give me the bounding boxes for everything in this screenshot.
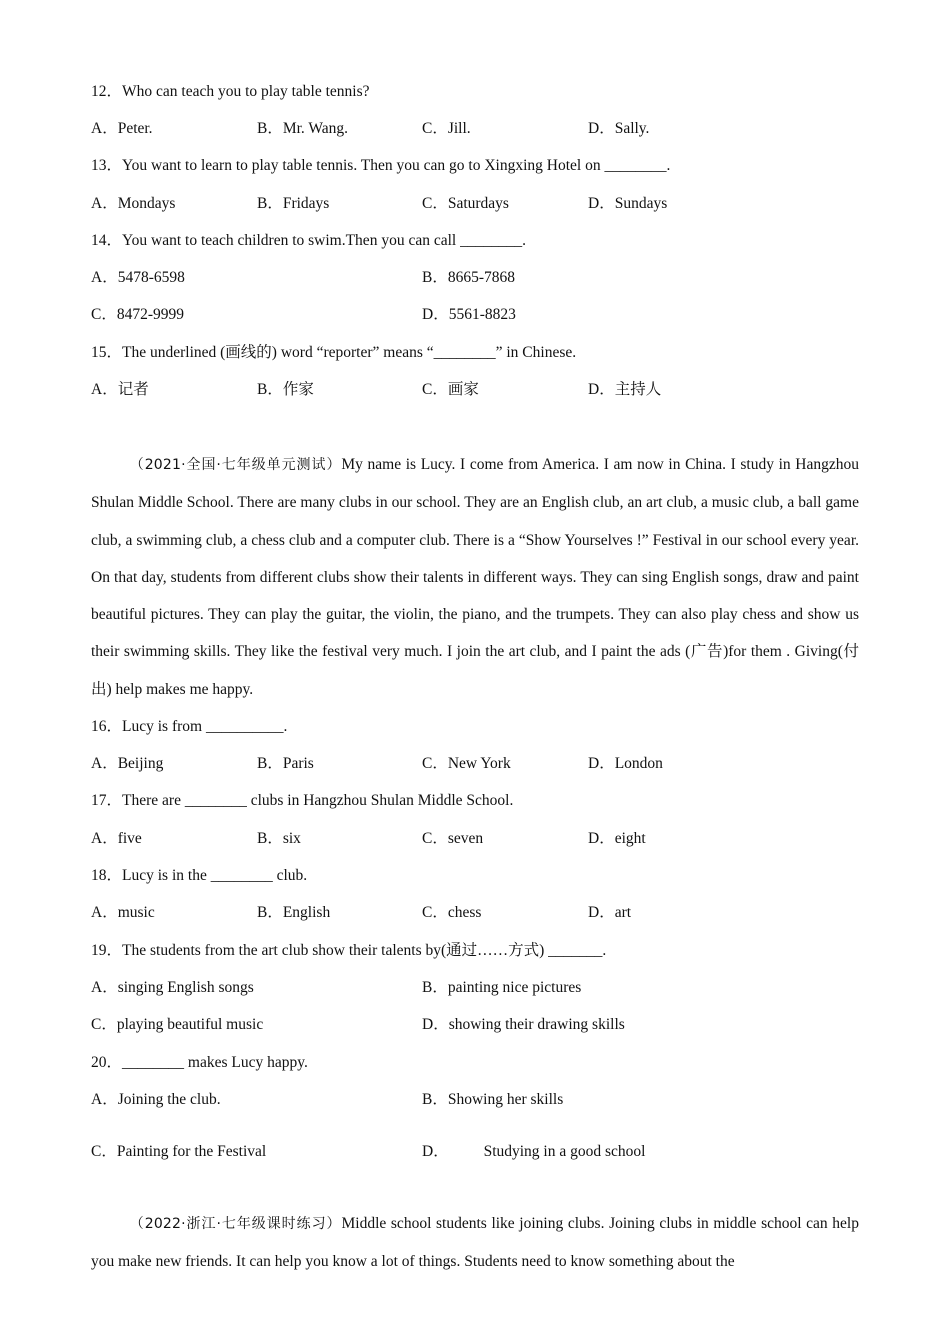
question-number: 14． (91, 232, 123, 249)
option-a[interactable]: A．Beijing (91, 755, 164, 772)
option-d[interactable]: D． Studying in a good school (422, 1143, 646, 1160)
question-number: 15． (91, 344, 123, 361)
option-c[interactable]: C．New York (422, 755, 511, 772)
option-c[interactable]: C．Saturdays (422, 195, 509, 212)
question-number: 19． (91, 942, 123, 959)
option-d[interactable]: D．showing their drawing skills (422, 1016, 625, 1033)
question-20 (91, 1053, 308, 1073)
question-16-options (91, 754, 871, 774)
passage-text: Middle school students like joining clubs. Joining clubs in middle school can help you make new friends. It can help you know a lot of things. Students need to know something about the (91, 1215, 859, 1271)
question-16 (91, 717, 287, 737)
reading-passage-3 (91, 1205, 859, 1281)
option-a[interactable]: A．5478-6598 (91, 269, 185, 286)
option-b[interactable]: B．Paris (257, 755, 314, 772)
question-number: 17． (91, 792, 123, 809)
question-20-options-row1 (91, 1090, 871, 1110)
option-d[interactable]: D．Sally. (588, 120, 650, 137)
question-13 (91, 156, 670, 176)
question-number: 13． (91, 157, 123, 174)
option-d[interactable]: D．Sundays (588, 195, 668, 212)
option-b[interactable]: B．English (257, 904, 331, 921)
option-b[interactable]: B．Mr. Wang. (257, 120, 349, 137)
option-a[interactable]: A．Peter. (91, 120, 153, 137)
option-c[interactable]: C．8472-9999 (91, 306, 185, 323)
question-19 (91, 941, 606, 961)
question-number: 20． (91, 1054, 123, 1071)
question-stem: Who can teach you to play table tennis? (122, 83, 370, 100)
option-a[interactable]: A．five (91, 830, 142, 847)
question-17 (91, 791, 513, 811)
passage-text: My name is Lucy. I come from America. I am now in China. I study in Hangzhou Shulan Middle School. There are many clubs in our school. They are an English club, an art club, a music club, a ball game club, a swimming club, a chess club and a computer club. There is a “Show Yourselves !” Festival in our school every year. On that day, students from different clubs show their talents in different ways. They can sing English songs, draw and paint beautiful pictures. They can play the guitar, the violin, the piano, and the trumpets. They can also play chess and show us their swimming skills. They like the festival very much. I join the art club, and I paint the ads (广告)for them . Giving(付出) help makes me happy. (91, 456, 859, 698)
option-d[interactable]: D．London (588, 755, 663, 772)
question-12-options (91, 119, 871, 139)
option-d[interactable]: D．art (588, 904, 632, 921)
question-stem: You want to learn to play table tennis. Then you can go to Xingxing Hotel on ________. (122, 157, 671, 174)
question-14-options-row1 (91, 268, 871, 288)
question-stem: The underlined (画线的) word “reporter” means “________” in Chinese. (122, 344, 577, 361)
option-c[interactable]: C．playing beautiful music (91, 1016, 264, 1033)
option-b[interactable]: B．painting nice pictures (422, 979, 582, 996)
option-a[interactable]: A．Joining the club. (91, 1091, 221, 1108)
question-12 (91, 82, 370, 102)
option-d[interactable]: D．eight (588, 830, 646, 847)
option-d[interactable]: D．5561-8823 (422, 306, 516, 323)
question-19-options-row1 (91, 978, 871, 998)
passage-source: （2022·浙江·七年级课时练习） (129, 1216, 342, 1232)
question-number: 18． (91, 867, 123, 884)
question-18 (91, 866, 307, 886)
question-20-options-row2 (91, 1142, 871, 1162)
question-17-options (91, 829, 871, 849)
option-a[interactable]: A．Mondays (91, 195, 176, 212)
option-b[interactable]: B．Fridays (257, 195, 330, 212)
question-number: 12． (91, 83, 123, 100)
option-b[interactable]: B．8665-7868 (422, 269, 516, 286)
option-b[interactable]: B．Showing her skills (422, 1091, 564, 1108)
option-c[interactable]: C．chess (422, 904, 482, 921)
option-b[interactable]: B．作家 (257, 381, 314, 398)
question-stem: Lucy is in the ________ club. (122, 867, 308, 884)
passage-source: （2021·全国·七年级单元测试） (129, 457, 342, 473)
option-a[interactable]: A．singing English songs (91, 979, 254, 996)
option-a[interactable]: A．记者 (91, 381, 149, 398)
question-19-options-row2 (91, 1015, 871, 1035)
option-c[interactable]: C．seven (422, 830, 484, 847)
question-14 (91, 231, 526, 251)
question-13-options (91, 194, 871, 214)
option-c[interactable]: C．Jill. (422, 120, 471, 137)
question-stem: Lucy is from __________. (122, 718, 288, 735)
question-stem: You want to teach children to swim.Then you can call ________. (122, 232, 526, 249)
option-c[interactable]: C．Painting for the Festival (91, 1143, 267, 1160)
question-number: 16． (91, 718, 123, 735)
question-18-options (91, 903, 871, 923)
option-d[interactable]: D．主持人 (588, 381, 662, 398)
question-15 (91, 343, 576, 363)
option-c[interactable]: C．画家 (422, 381, 479, 398)
option-a[interactable]: A．music (91, 904, 155, 921)
reading-passage-2 (91, 446, 859, 708)
option-b[interactable]: B．six (257, 830, 301, 847)
question-stem: There are ________ clubs in Hangzhou Shulan Middle School. (122, 792, 514, 809)
question-stem: ________ makes Lucy happy. (122, 1054, 308, 1071)
question-15-options (91, 380, 871, 400)
question-stem: The students from the art club show their talents by(通过……方式) _______. (122, 942, 607, 959)
question-14-options-row2 (91, 305, 871, 325)
